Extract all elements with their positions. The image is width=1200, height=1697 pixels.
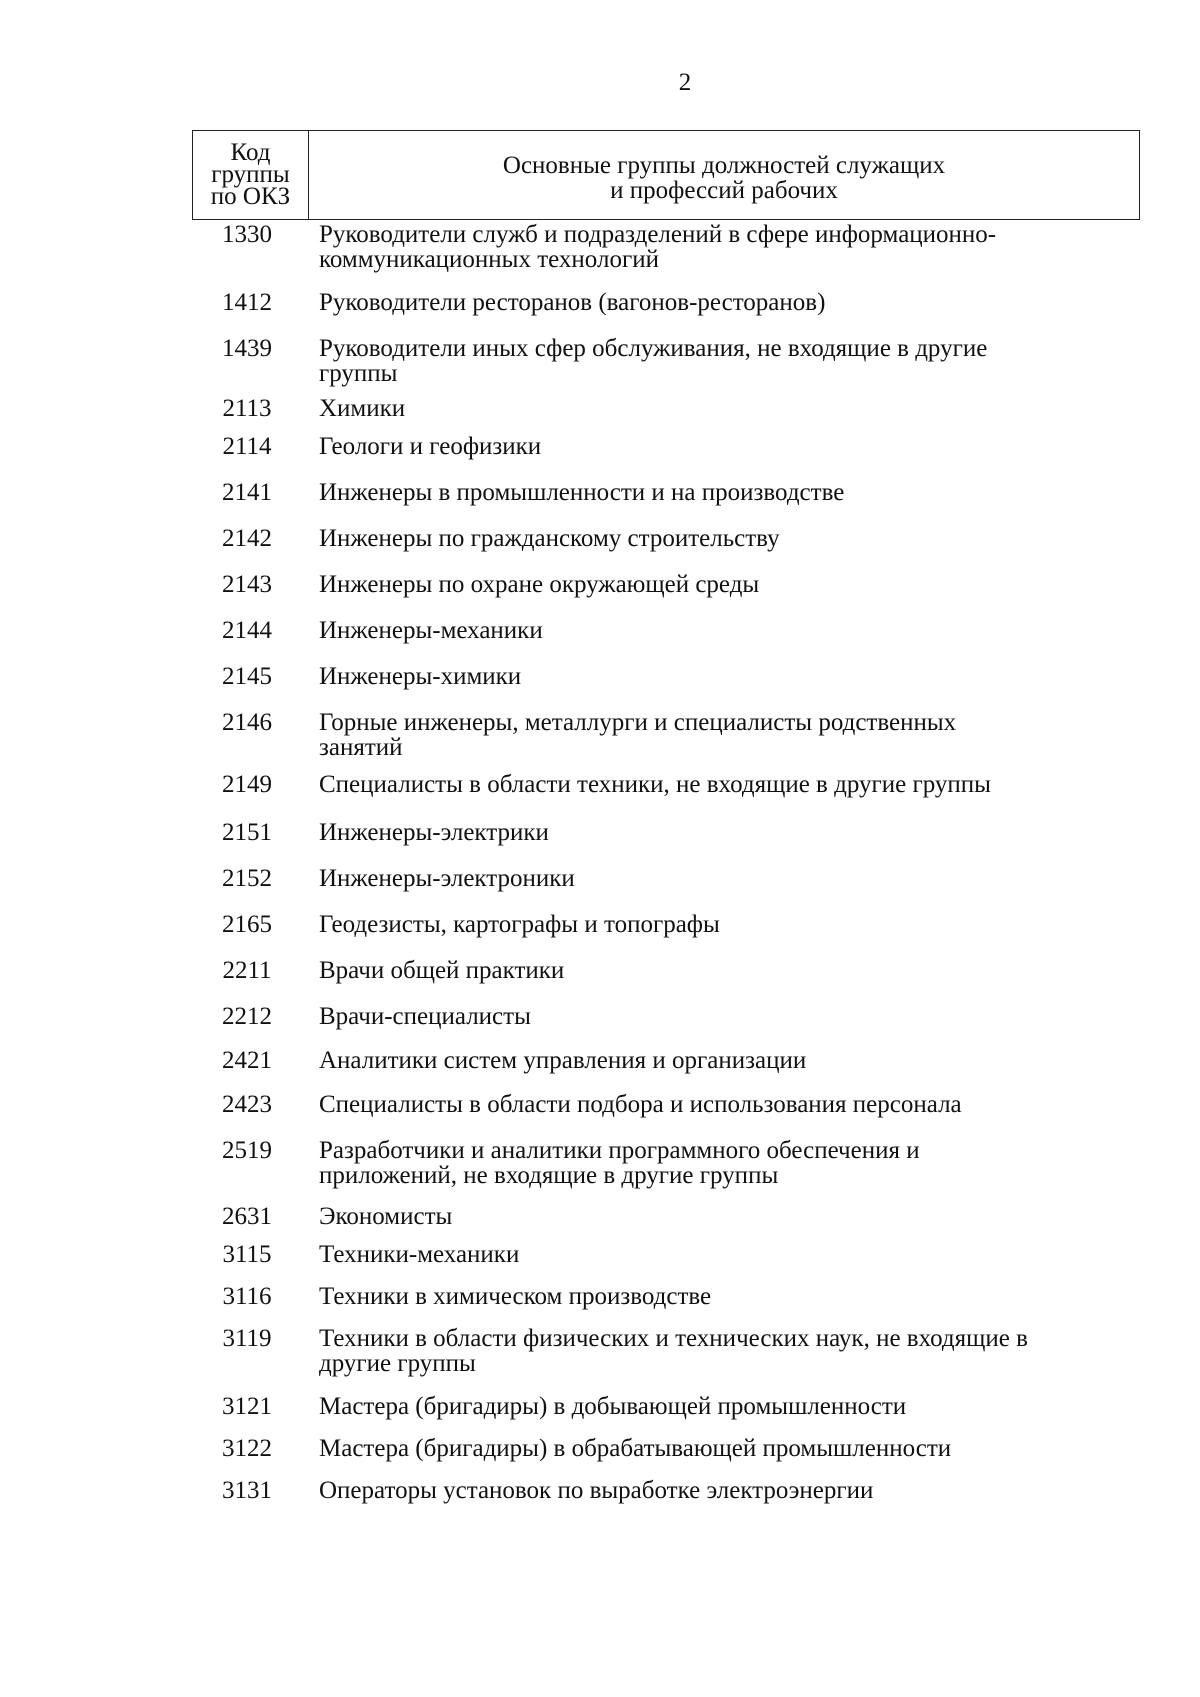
group-name: Геодезисты, картографы и топографы <box>319 911 720 938</box>
okz-code: 2141 <box>222 479 272 506</box>
okz-code: 2519 <box>222 1137 272 1164</box>
okz-code: 3131 <box>222 1477 272 1504</box>
group-name: Техники в области физических и технических наук, не входящие в другие группы <box>319 1325 1028 1377</box>
group-name: Инженеры-электрики <box>319 819 549 846</box>
okz-code: 2212 <box>222 1003 272 1030</box>
okz-code: 2145 <box>222 663 272 690</box>
okz-code: 3122 <box>222 1435 272 1462</box>
group-name: Инженеры по гражданскому строительству <box>319 525 780 552</box>
group-name: Мастера (бригадиры) в обрабатывающей промышленности <box>319 1435 952 1462</box>
group-name: Инженеры-электроники <box>319 865 575 892</box>
code-column-header <box>193 131 309 219</box>
okz-code: 2149 <box>222 771 272 798</box>
okz-code: 1330 <box>222 221 272 248</box>
group-name: Врачи-специалисты <box>319 1003 531 1030</box>
group-name: Специалисты в области подбора и использования персонала <box>319 1091 962 1118</box>
okz-code: 2152 <box>222 865 272 892</box>
okz-code: 2144 <box>222 617 272 644</box>
group-name: Инженеры-механики <box>319 617 543 644</box>
group-name: Инженеры по охране окружающей среды <box>319 571 760 598</box>
code-header-line: по ОКЗ <box>210 183 291 210</box>
table-header <box>192 130 1140 220</box>
group-name: Инженеры в промышленности и на производстве <box>319 479 845 506</box>
okz-code: 1412 <box>222 289 272 316</box>
group-name: Специалисты в области техники, не входящие в другие группы <box>319 771 991 798</box>
code-header-line: группы <box>211 161 290 188</box>
group-name: Операторы установок по выработке электроэнергии <box>319 1477 874 1504</box>
group-name: Руководители служб и подразделений в сфере информационно- коммуникационных технологий <box>319 221 997 273</box>
okz-code: 2146 <box>222 709 272 736</box>
group-name: Техники в химическом производстве <box>319 1283 712 1310</box>
okz-code: 2421 <box>222 1047 272 1074</box>
okz-code: 2114 <box>222 433 272 460</box>
okz-code: 2142 <box>222 525 272 552</box>
groups-column-header <box>309 131 1139 219</box>
group-name: Руководители иных сфер обслуживания, не входящие в другие группы <box>319 335 988 387</box>
group-name: Химики <box>319 395 406 422</box>
okz-code: 2113 <box>222 395 272 422</box>
group-name: Руководители ресторанов (вагонов-ресторанов) <box>319 289 826 316</box>
okz-code: 2211 <box>222 957 272 984</box>
okz-code: 2631 <box>222 1203 272 1230</box>
okz-code: 2165 <box>222 911 272 938</box>
group-name: Экономисты <box>319 1203 453 1230</box>
groups-header-line: и профессий рабочих <box>610 177 838 204</box>
group-name: Геологи и геофизики <box>319 433 542 460</box>
okz-code: 3119 <box>222 1325 272 1352</box>
okz-code: 3115 <box>222 1241 272 1268</box>
group-name: Горные инженеры, металлурги и специалисты родственных занятий <box>319 709 957 761</box>
group-name: Техники-механики <box>319 1241 520 1268</box>
okz-code: 1439 <box>222 335 272 362</box>
group-name: Разработчики и аналитики программного обеспечения и приложений, не входящие в другие группы <box>319 1137 920 1189</box>
okz-code: 3116 <box>222 1283 272 1310</box>
okz-code: 2423 <box>222 1091 272 1118</box>
okz-code: 3121 <box>222 1393 272 1420</box>
code-header-line: Код <box>230 139 271 166</box>
groups-header-line: Основные группы должностей служащих <box>502 152 946 179</box>
group-name: Мастера (бригадиры) в добывающей промышленности <box>319 1393 907 1420</box>
okz-code: 2143 <box>222 571 272 598</box>
okz-code: 2151 <box>222 819 272 846</box>
group-name: Аналитики систем управления и организации <box>319 1047 807 1074</box>
page-number: 2 <box>678 69 692 96</box>
group-name: Врачи общей практики <box>319 957 565 984</box>
group-name: Инженеры-химики <box>319 663 522 690</box>
